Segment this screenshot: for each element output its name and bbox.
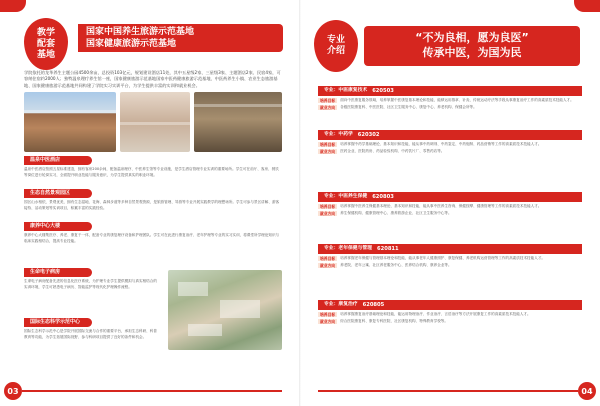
- photo-strip: [24, 92, 282, 152]
- section-body: 生命电子病房配备先进的信息化医疗系统，为护理专业学生提供模拟与真实相结合的实训环境，学生可熟悉电子病历、智能监护等现代化护理操作流程。: [24, 279, 157, 289]
- footer-rule: [318, 390, 578, 392]
- major-code: 620503: [372, 88, 394, 94]
- major-code: 620302: [357, 132, 380, 138]
- corner-decoration: [0, 0, 26, 12]
- major-row: [318, 149, 582, 154]
- major-row: [318, 98, 582, 103]
- row-text: 培养掌握老年保健与管理基本理论和技能，能从事老年人健康照护、康复保健、养老机构运营管理等工作的高素质技术技能人才。: [340, 256, 546, 260]
- right-page: [300, 0, 600, 406]
- resort-aerial-photo: [168, 270, 282, 350]
- major-row: [318, 142, 582, 147]
- page-number: 04: [578, 382, 596, 400]
- building-photo: [194, 92, 282, 152]
- major-name: 专业：中医康复技术: [324, 88, 368, 93]
- section-body: 康养中心大楼集医疗、养老、康复于一体，配备专业的康复理疗设备和护理团队。学生可在此进行康复治疗、老年护理等专业的实习实训，将课堂所学理论知识与临床实践相结合，提高专业技能。: [24, 233, 280, 243]
- section-badge: [314, 20, 358, 72]
- row-tag: 就业方向: [320, 149, 336, 155]
- major-header: [318, 300, 582, 310]
- title-line: 国家健康旅游示范基地: [86, 39, 177, 49]
- major-name: 专业：康复治疗: [324, 302, 358, 307]
- major-name: 专业：中药学: [324, 132, 353, 137]
- badge-line: 专业: [326, 35, 345, 45]
- badge-line: 介绍: [326, 46, 345, 56]
- major-code: 620803: [372, 194, 394, 200]
- major-name: 专业：老年保健与管理: [324, 246, 372, 251]
- row-tag: 培养目标: [320, 98, 336, 103]
- row-tag: 就业方向: [320, 263, 336, 269]
- major-code: 620811: [376, 246, 399, 252]
- page-number: 03: [4, 382, 22, 400]
- row-tag: 培养目标: [320, 256, 336, 261]
- campus-photo: [24, 92, 116, 152]
- row-text: 养老院、老年公寓、社区养老服务中心、医养结合机构、康养企业等。: [340, 263, 452, 268]
- major-row: [318, 312, 582, 317]
- title-line: “不为良相，愿为良医”: [415, 31, 529, 44]
- title-line: 国家中国养生旅游示范基地: [86, 27, 195, 37]
- section-body: 国际生态科学示范中心是学院开展国际交流与合作的重要平台，承担生态科研、科普教育等功能，为学生拓展国际视野、参与科研项目提供了良好的条件和机会。: [24, 329, 157, 339]
- major-block: [318, 192, 582, 216]
- major-row: [318, 105, 582, 110]
- sculpture-photo: [120, 92, 190, 152]
- row-text: 面向中医康复服务领域，培养掌握中医康复基本理论和技能，能够运用推拿、针灸、传统运动疗法等手段从事康复治疗工作的高素质技术技能人才。: [340, 98, 574, 102]
- footer-rule: [22, 390, 282, 392]
- major-header: [318, 86, 582, 96]
- section-heading: 国际生态科学示范中心: [24, 318, 92, 327]
- major-row: [318, 263, 582, 268]
- major-row: [318, 204, 582, 209]
- row-text: 医药企业、医院药房、药品检验机构、中药饮片厂、零售药店等。: [340, 149, 445, 154]
- major-header: [318, 244, 582, 254]
- row-tag: 就业方向: [320, 319, 336, 325]
- badge-line: 配套: [36, 38, 55, 49]
- row-text: 养生保健机构、健康管理中心、康养旅游企业、社区卫生服务中心等。: [340, 211, 452, 216]
- major-block: [318, 244, 582, 268]
- page-title: [364, 26, 580, 66]
- major-row: [318, 319, 582, 324]
- section-body: 温泉中医酒店按照五星标准建造，拥有客房200余间，配备温泉理疗、中医养生馆等专业设施，是学生酒店管理专业实训的重要场所。学生可在前厅、客房、餐饮等岗位进行轮岗实习，全面提升职业技能与服务意识，为学生提供真实的职业环境。: [24, 167, 279, 177]
- major-name: 专业：中医养生保健: [324, 194, 368, 199]
- section-heading: 生态自然景观园区: [24, 189, 92, 198]
- title-line: 传承中医，为国为民: [422, 46, 522, 59]
- badge-line: 基地: [36, 49, 55, 60]
- section-heading: 温泉中医酒店: [24, 156, 92, 165]
- badge-line: 教学: [36, 27, 55, 38]
- row-tag: 培养目标: [320, 312, 336, 317]
- row-tag: 就业方向: [320, 211, 336, 217]
- major-code: 620805: [362, 302, 385, 308]
- major-row: [318, 211, 582, 216]
- row-tag: 培养目标: [320, 204, 336, 209]
- row-text: 培养掌握康复治疗基础理论和技能，能运用物理治疗、作业治疗、言语治疗等方法开展康复工作的高素质技术技能人才。: [340, 312, 531, 316]
- row-text: 培养掌握中药学基础理论、基本知识和技能，能从事中药调剂、中药鉴定、中药炮制、药品营销等工作的高素质技术技能人才。: [340, 142, 542, 146]
- row-tag: 就业方向: [320, 105, 336, 111]
- row-text: 培养掌握中医养生保健基本理论、基本知识和技能，能从事中医养生咨询、保健按摩、健康管理等工作的高素质技术技能人才。: [340, 204, 542, 208]
- section-heading: 康养中心大楼: [24, 222, 92, 231]
- row-text: 综合医院康复科、康复专科医院、社区康复机构、特殊教育学校等。: [340, 319, 448, 324]
- page-title: [78, 24, 283, 52]
- row-tag: 培养目标: [320, 142, 336, 147]
- row-text: 各级医院康复科、中医医院、社区卫生服务中心、康复中心、养老机构、保健会所等。: [340, 105, 477, 110]
- intro-paragraph: 学院依托的龙华养生主题公园4500余亩，总投资103亿元，规划建设酒店11处，其中五星级2家、三星级3家、主题酒店2家、民宿4家，可容纳住宿约2000人；独特温泉理疗养生馆一座，国家健康旅游示范基地国家中医药健康旅游示范基地、中医药养生小镇、农业生态旅游基地、国家健康旅游示范基地共同构建了学院实习实训平台，为学生提供丰富的实训和就业机会。: [24, 70, 281, 88]
- major-block: [318, 86, 582, 110]
- section-body: 园区山水相依，景观优美，拥有生态湿地、花海、森林步道等多种自然景观资源，是旅游管理、导游等专业开展实践教学的理想场所。学生可参与景区讲解、游客接待、活动策划等实训项目，积累丰富的实践经验。: [24, 200, 280, 210]
- major-block: [318, 130, 582, 154]
- major-block: [318, 300, 582, 324]
- corner-decoration: [574, 0, 600, 12]
- section-badge: [24, 18, 68, 70]
- major-row: [318, 256, 582, 261]
- major-header: [318, 192, 582, 202]
- major-header: [318, 130, 582, 140]
- section-heading: 生命电子病房: [24, 268, 92, 277]
